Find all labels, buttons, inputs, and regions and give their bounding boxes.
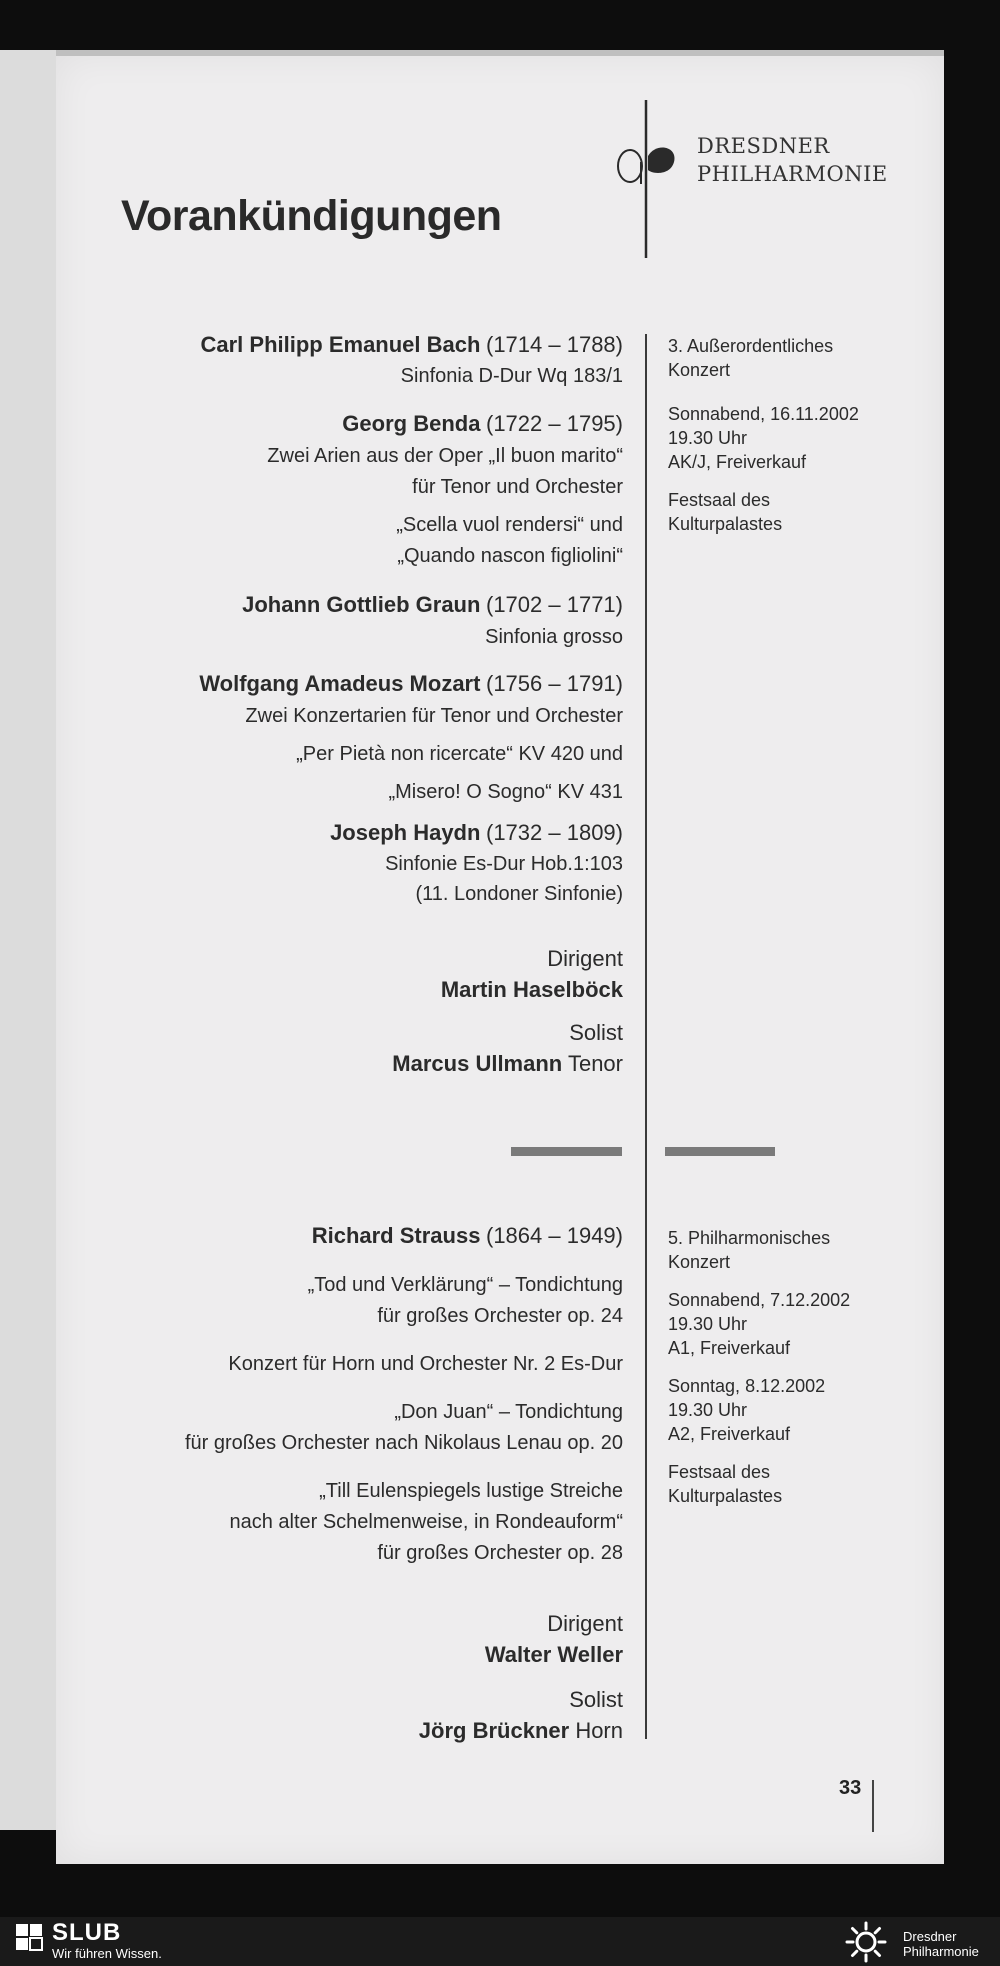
- conductor-label: Dirigent: [547, 1611, 623, 1636]
- soloist-label: Solist: [569, 1687, 623, 1712]
- slub-tagline: Wir führen Wissen.: [52, 1946, 162, 1961]
- work-line: Zwei Konzertarien für Tenor und Orchester: [245, 705, 623, 727]
- program-item-graun: [242, 589, 623, 653]
- philharmonie-sun-icon: [844, 1920, 888, 1964]
- composer-life: (1722 – 1795): [486, 411, 623, 436]
- composer-name: Carl Philipp Emanuel Bach: [200, 332, 481, 357]
- page-number-rule: [872, 1780, 874, 1832]
- concert-date: Sonntag, 8.12.2002: [668, 1376, 826, 1396]
- work-line: „Per Pietà non ricercate“ KV 420 und: [296, 743, 623, 765]
- section-separator-bar: [665, 1147, 775, 1156]
- concert-title-line: 3. Außerordentliches: [668, 336, 834, 356]
- work-line: „Scella vuol rendersi“ und: [396, 514, 623, 536]
- conductor-label: Dirigent: [547, 946, 623, 971]
- work-line: für Tenor und Orchester: [412, 476, 623, 498]
- conductor-block-1: [441, 943, 623, 1005]
- philharmonie-footer-text: [903, 1929, 979, 1959]
- work-line: nach alter Schelmenweise, in Rondeauform“: [229, 1511, 623, 1533]
- work-line: Konzert für Horn und Orchester Nr. 2 Es-Dur: [228, 1353, 623, 1375]
- concert-ticket: A2, Freiverkauf: [668, 1424, 791, 1444]
- concert-date: Sonnabend, 7.12.2002: [668, 1290, 851, 1310]
- conductor-name: Walter Weller: [484, 1642, 623, 1667]
- dp-line-1: Dresdner: [903, 1929, 957, 1944]
- concert-title-line: Konzert: [668, 1252, 731, 1272]
- page-number: 33: [839, 1777, 862, 1799]
- logo-text: [697, 132, 888, 188]
- soloist-block-2: [419, 1684, 623, 1746]
- column-divider: [645, 334, 647, 1739]
- composer-life: (1702 – 1771): [486, 592, 623, 617]
- soloist-name: Jörg Brückner: [418, 1718, 570, 1743]
- concert-title-line: Konzert: [668, 360, 731, 380]
- composer-life: (1756 – 1791): [486, 671, 623, 696]
- logo-line-1: DRESDNER: [697, 134, 830, 158]
- work-line: für großes Orchester nach Nikolaus Lenau op. 20: [184, 1432, 623, 1454]
- conductor-block-2: [485, 1608, 623, 1670]
- work-line: (11. Londoner Sinfonie): [415, 883, 623, 905]
- composer-life: (1864 – 1949): [486, 1223, 623, 1248]
- slub-logo-icon: [14, 1922, 44, 1952]
- concert-date: Sonnabend, 16.11.2002: [668, 404, 859, 424]
- work-line: „Don Juan“ – Tondichtung: [394, 1401, 623, 1423]
- composer-name: Johann Gottlieb Graun: [242, 592, 481, 617]
- concert-time: 19.30 Uhr: [668, 1314, 748, 1334]
- program-item-haydn: [330, 818, 623, 909]
- concert-ticket: AK/J, Freiverkauf: [668, 452, 807, 472]
- work-line: für großes Orchester op. 24: [377, 1305, 623, 1327]
- logo-line-2: PHILHARMONIE: [697, 162, 888, 186]
- soloist-name: Marcus Ullmann: [392, 1051, 563, 1076]
- work-line: Sinfonia D-Dur Wq 183/1: [400, 365, 623, 387]
- work-line: „Till Eulenspiegels lustige Streiche: [319, 1480, 623, 1502]
- program-item-mozart: [199, 668, 623, 808]
- concert-time: 19.30 Uhr: [668, 1400, 748, 1420]
- work-line: „Tod und Verklärung“ – Tondichtung: [307, 1274, 623, 1296]
- work-line: für großes Orchester op. 28: [377, 1542, 623, 1564]
- slub-name: SLUB: [52, 1919, 122, 1946]
- composer-life: (1714 – 1788): [486, 332, 623, 357]
- work-line: „Misero! O Sogno“ KV 431: [388, 781, 623, 803]
- dp-line-2: Philharmonie: [903, 1944, 979, 1959]
- composer-name: Joseph Haydn: [330, 820, 481, 845]
- page-title: Vorankündigungen: [121, 192, 502, 240]
- concert-info-2: [668, 1226, 850, 1522]
- soloist-role: Horn: [575, 1718, 623, 1743]
- section-separator-bar: [511, 1147, 622, 1156]
- work-line: Sinfonia grosso: [485, 626, 623, 648]
- program-item-strauss: [185, 1220, 623, 1569]
- work-line: „Quando nascon figliolini“: [397, 545, 623, 567]
- concert-title-line: 5. Philharmonisches: [668, 1228, 831, 1248]
- composer-name: Georg Benda: [342, 411, 481, 436]
- concert-venue: Festsaal des: [668, 490, 771, 510]
- concert-venue: Kulturpalastes: [668, 514, 783, 534]
- concert-info-1: [668, 334, 859, 550]
- composer-name: Wolfgang Amadeus Mozart: [199, 671, 481, 696]
- work-line: Zwei Arien aus der Oper „Il buon marito“: [267, 445, 623, 467]
- soloist-label: Solist: [569, 1020, 623, 1045]
- composer-life: (1732 – 1809): [486, 820, 623, 845]
- soloist-block-1: [392, 1017, 623, 1079]
- concert-venue: Kulturpalastes: [668, 1486, 783, 1506]
- conductor-name: Martin Haselböck: [440, 977, 623, 1002]
- concert-venue: Festsaal des: [668, 1462, 771, 1482]
- work-line: Sinfonie Es-Dur Hob.1:103: [385, 853, 623, 875]
- previous-page-edge: [0, 50, 58, 1830]
- composer-name: Richard Strauss: [311, 1223, 481, 1248]
- dresdner-philharmonie-logo-icon: [608, 98, 688, 268]
- soloist-role: Tenor: [567, 1051, 623, 1076]
- program-item-cpe-bach: [200, 330, 623, 391]
- concert-ticket: A1, Freiverkauf: [668, 1338, 791, 1358]
- program-item-benda: [267, 408, 623, 572]
- concert-time: 19.30 Uhr: [668, 428, 748, 448]
- page-top-edge: [56, 50, 944, 56]
